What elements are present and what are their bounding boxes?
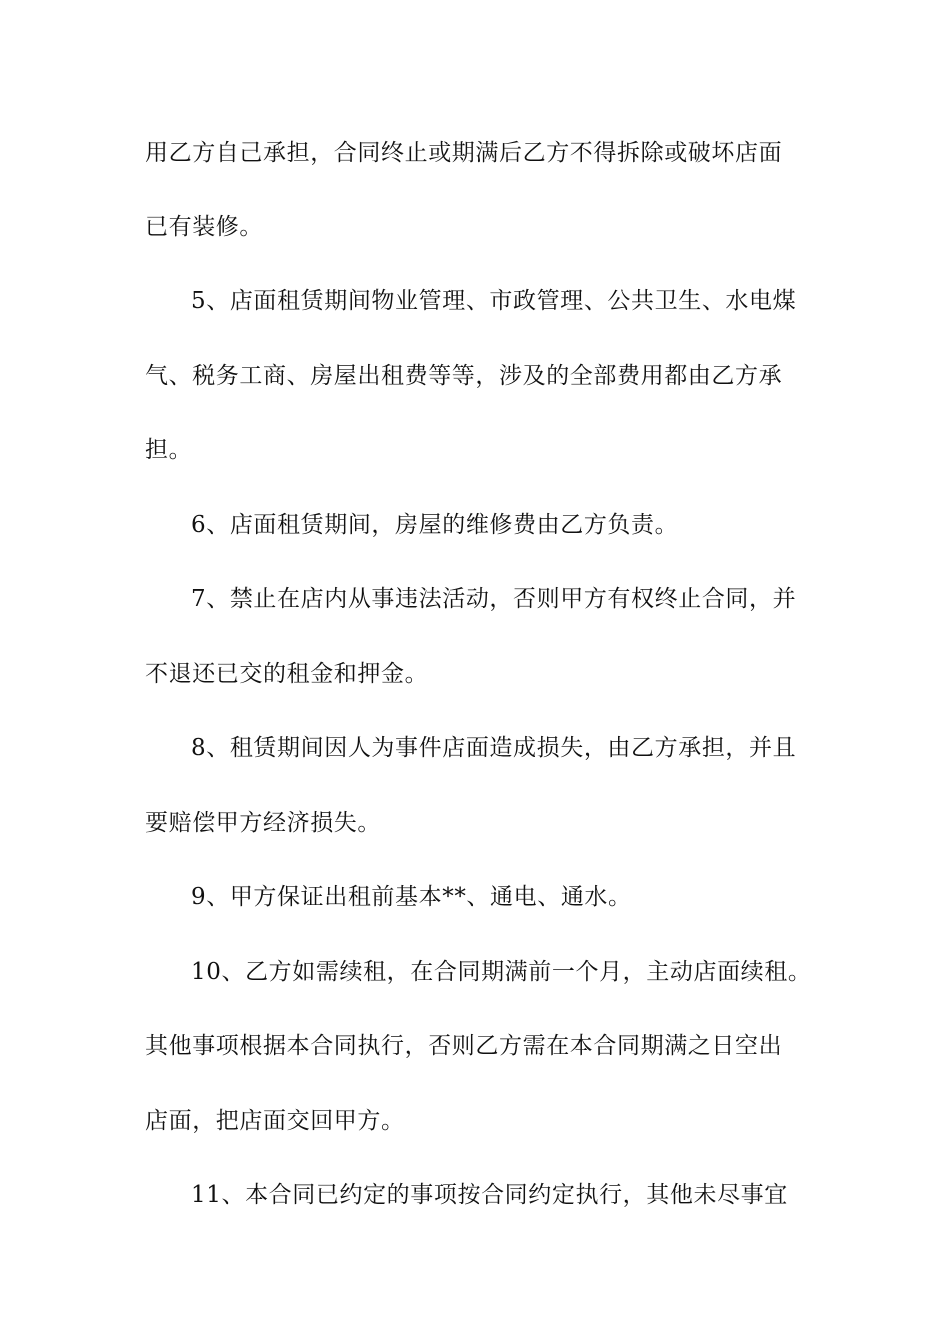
text-line: 店面，把店面交回甲方。: [145, 1108, 405, 1134]
text-line: 要赔偿甲方经济损失。: [145, 810, 381, 836]
text-line: 已有装修。: [145, 214, 263, 240]
clause-8-line: 8、租赁期间因人为事件店面造成损失，由乙方承担，并且: [191, 735, 797, 761]
clause-5-line: 5、店面租赁期间物业管理、市政管理、公共卫生、水电煤: [191, 288, 797, 314]
text-line: 担。: [145, 437, 193, 463]
text-line: 用乙方自己承担，合同终止或期满后乙方不得拆除或破坏店面: [145, 140, 783, 166]
clause-9-line: 9、甲方保证出租前基本**、通电、通水。: [191, 884, 632, 910]
text-line: 其他事项根据本合同执行，否则乙方需在本合同期满之日空出: [145, 1033, 783, 1059]
clause-11-line: 11、本合同已约定的事项按合同约定执行，其他未尽事宜: [191, 1182, 788, 1208]
clause-10-line: 10、乙方如需续租，在合同期满前一个月，主动店面续租。: [191, 959, 812, 985]
clause-7-line: 7、禁止在店内从事违法活动，否则甲方有权终止合同，并: [191, 586, 797, 612]
text-line: 不退还已交的租金和押金。: [145, 661, 429, 687]
text-line: 气、税务工商、房屋出租费等等，涉及的全部费用都由乙方承: [145, 363, 783, 389]
clause-6-line: 6、店面租赁期间，房屋的维修费由乙方负责。: [191, 512, 679, 538]
